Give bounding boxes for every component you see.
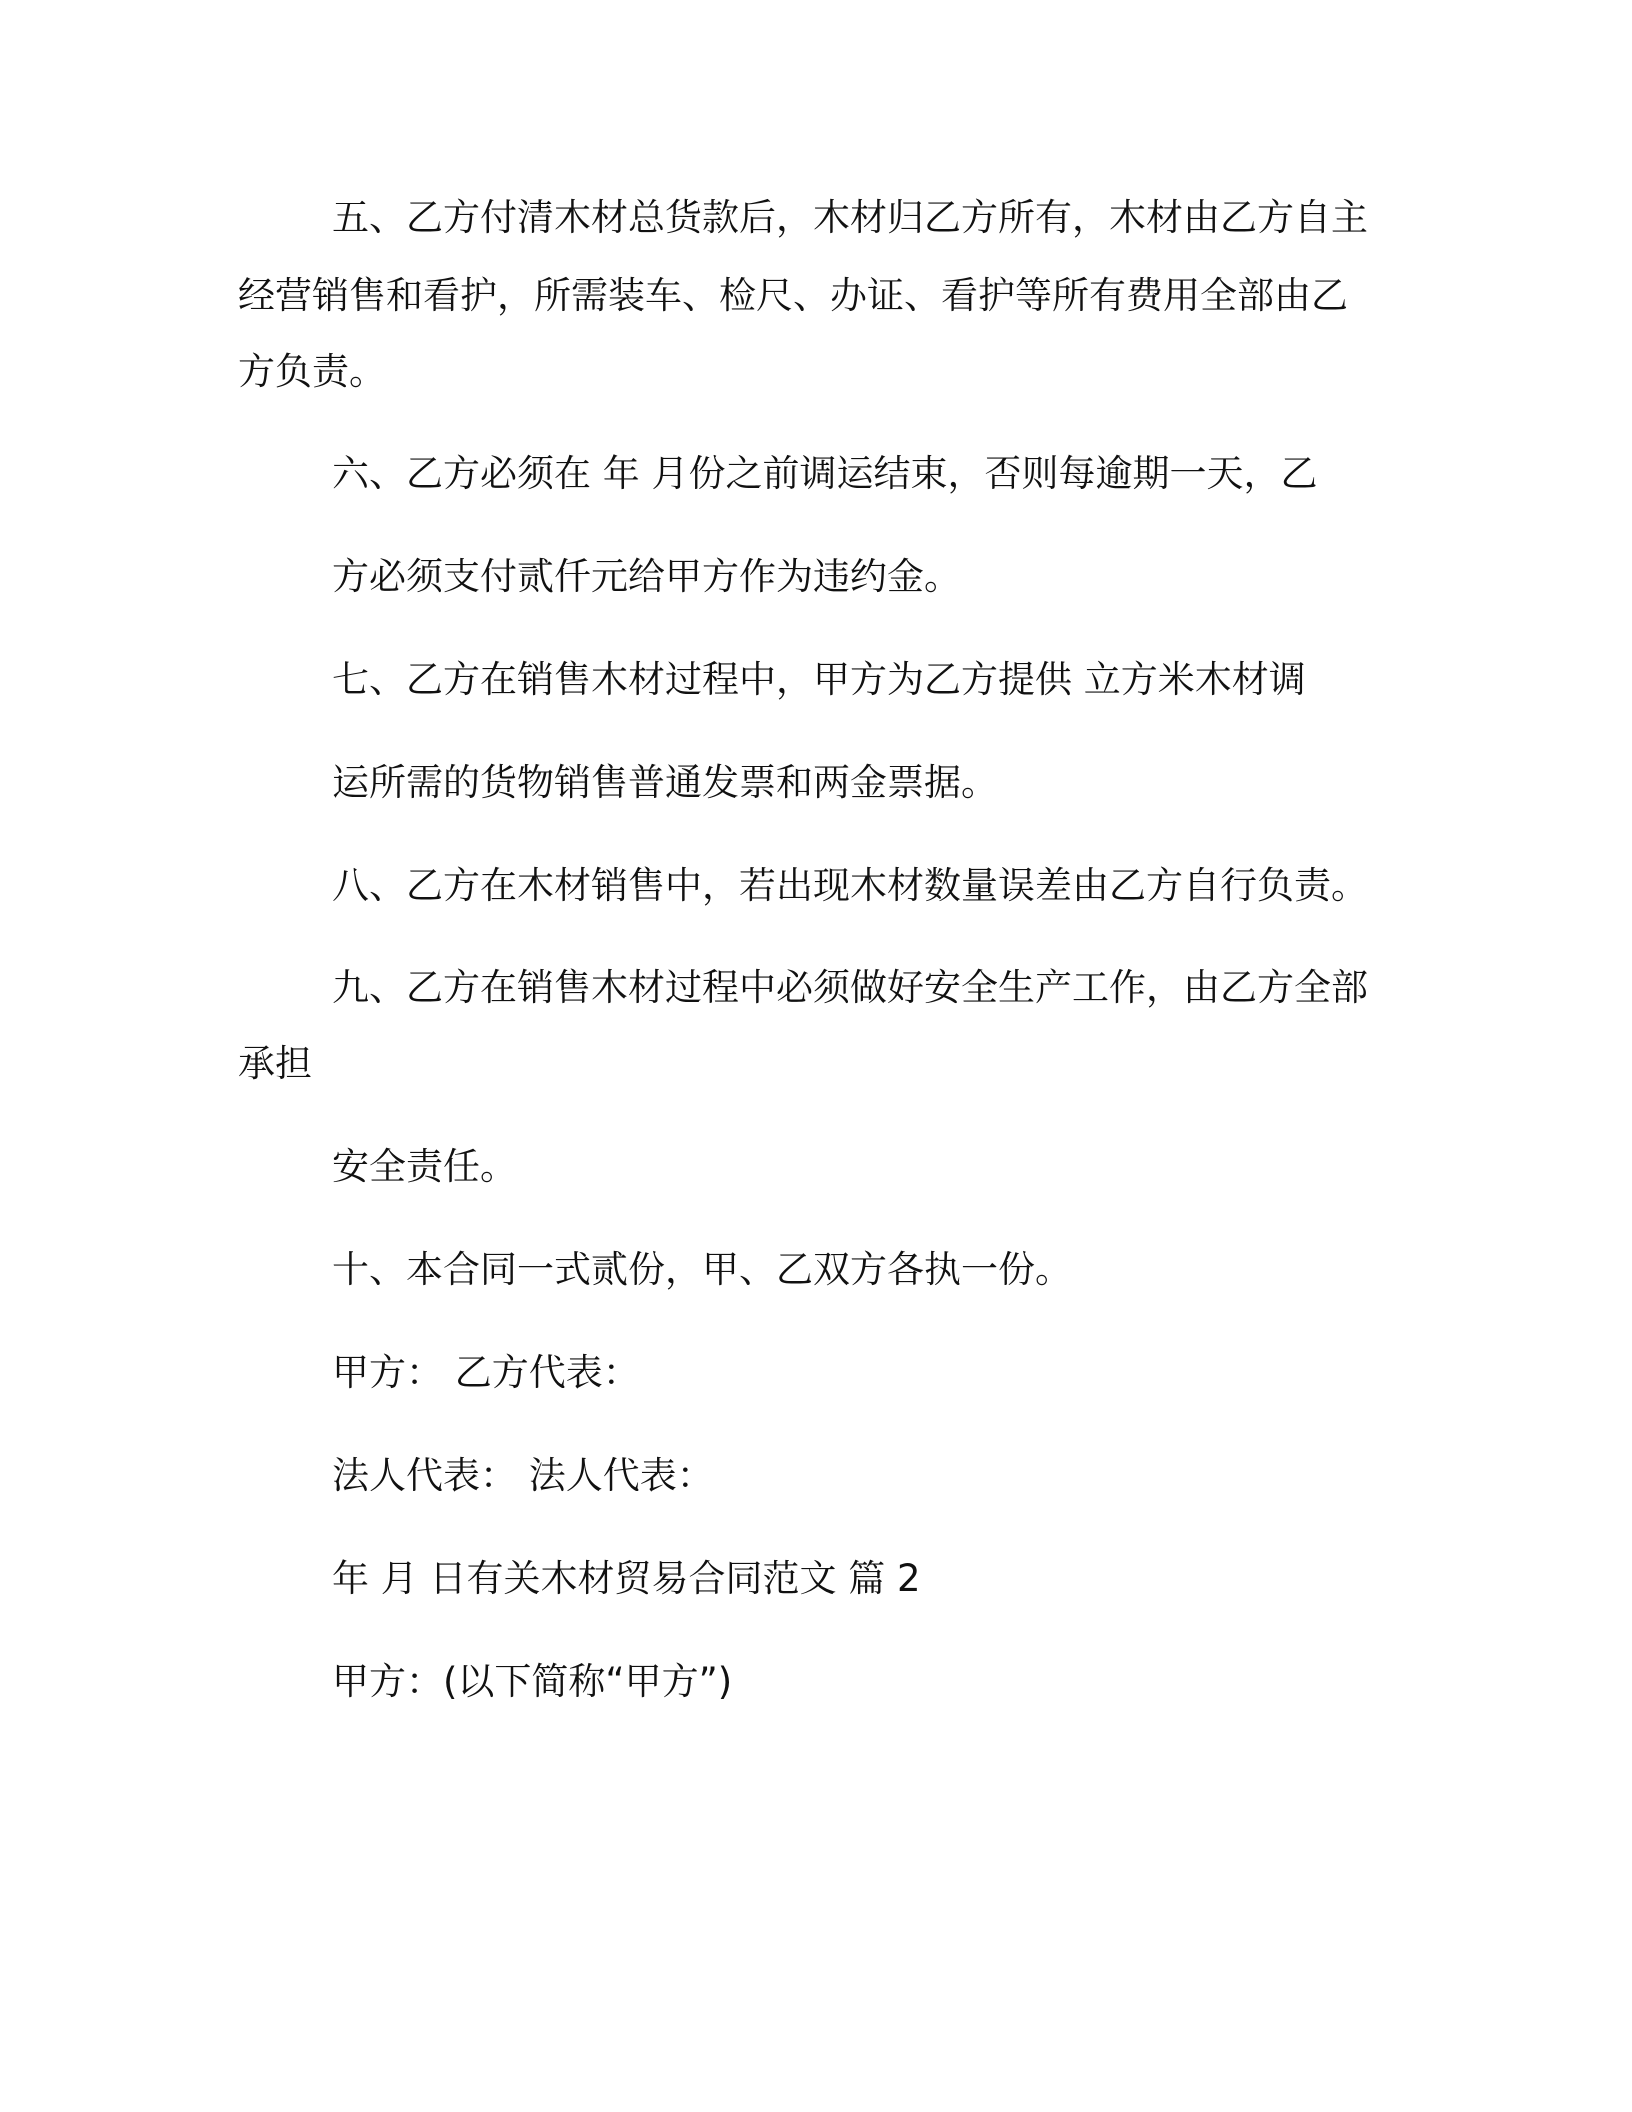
clause-5-line-2: 经营销售和看护，所需装车、检尺、办证、看护等所有费用全部由乙 bbox=[238, 274, 1348, 317]
clause-5-line-1: 五、乙方付清木材总货款后，木材归乙方所有，木材由乙方自主 bbox=[332, 196, 1368, 239]
clause-9-line-1: 九、乙方在销售木材过程中必须做好安全生产工作，由乙方全部 bbox=[332, 966, 1368, 1009]
clause-7-line-2: 运所需的货物销售普通发票和两金票据。 bbox=[332, 761, 998, 804]
signature-party-line: 甲方： 乙方代表： bbox=[332, 1351, 640, 1394]
party-a-intro-line: 甲方：(以下简称“甲方”) bbox=[332, 1660, 733, 1703]
clause-5-line-3: 方负责。 bbox=[238, 350, 386, 393]
clause-6-line-2: 方必须支付贰仟元给甲方作为违约金。 bbox=[332, 555, 961, 598]
signature-legal-rep-line: 法人代表： 法人代表： bbox=[332, 1454, 714, 1497]
clause-9-line-3: 安全责任。 bbox=[332, 1145, 517, 1188]
clause-7-line-1: 七、乙方在销售木材过程中，甲方为乙方提供 立方米木材调 bbox=[332, 658, 1306, 701]
clause-8-line-1: 八、乙方在木材销售中，若出现木材数量误差由乙方自行负责。 bbox=[332, 864, 1368, 907]
clause-6-line-1: 六、乙方必须在 年 月份之前调运结束，否则每逾期一天，乙 bbox=[332, 452, 1318, 495]
date-and-next-section-heading: 年 月 日有关木材贸易合同范文 篇 2 bbox=[332, 1557, 921, 1600]
clause-10-line-1: 十、本合同一式贰份，甲、乙双方各执一份。 bbox=[332, 1248, 1072, 1291]
clause-9-line-2: 承担 bbox=[238, 1042, 312, 1085]
